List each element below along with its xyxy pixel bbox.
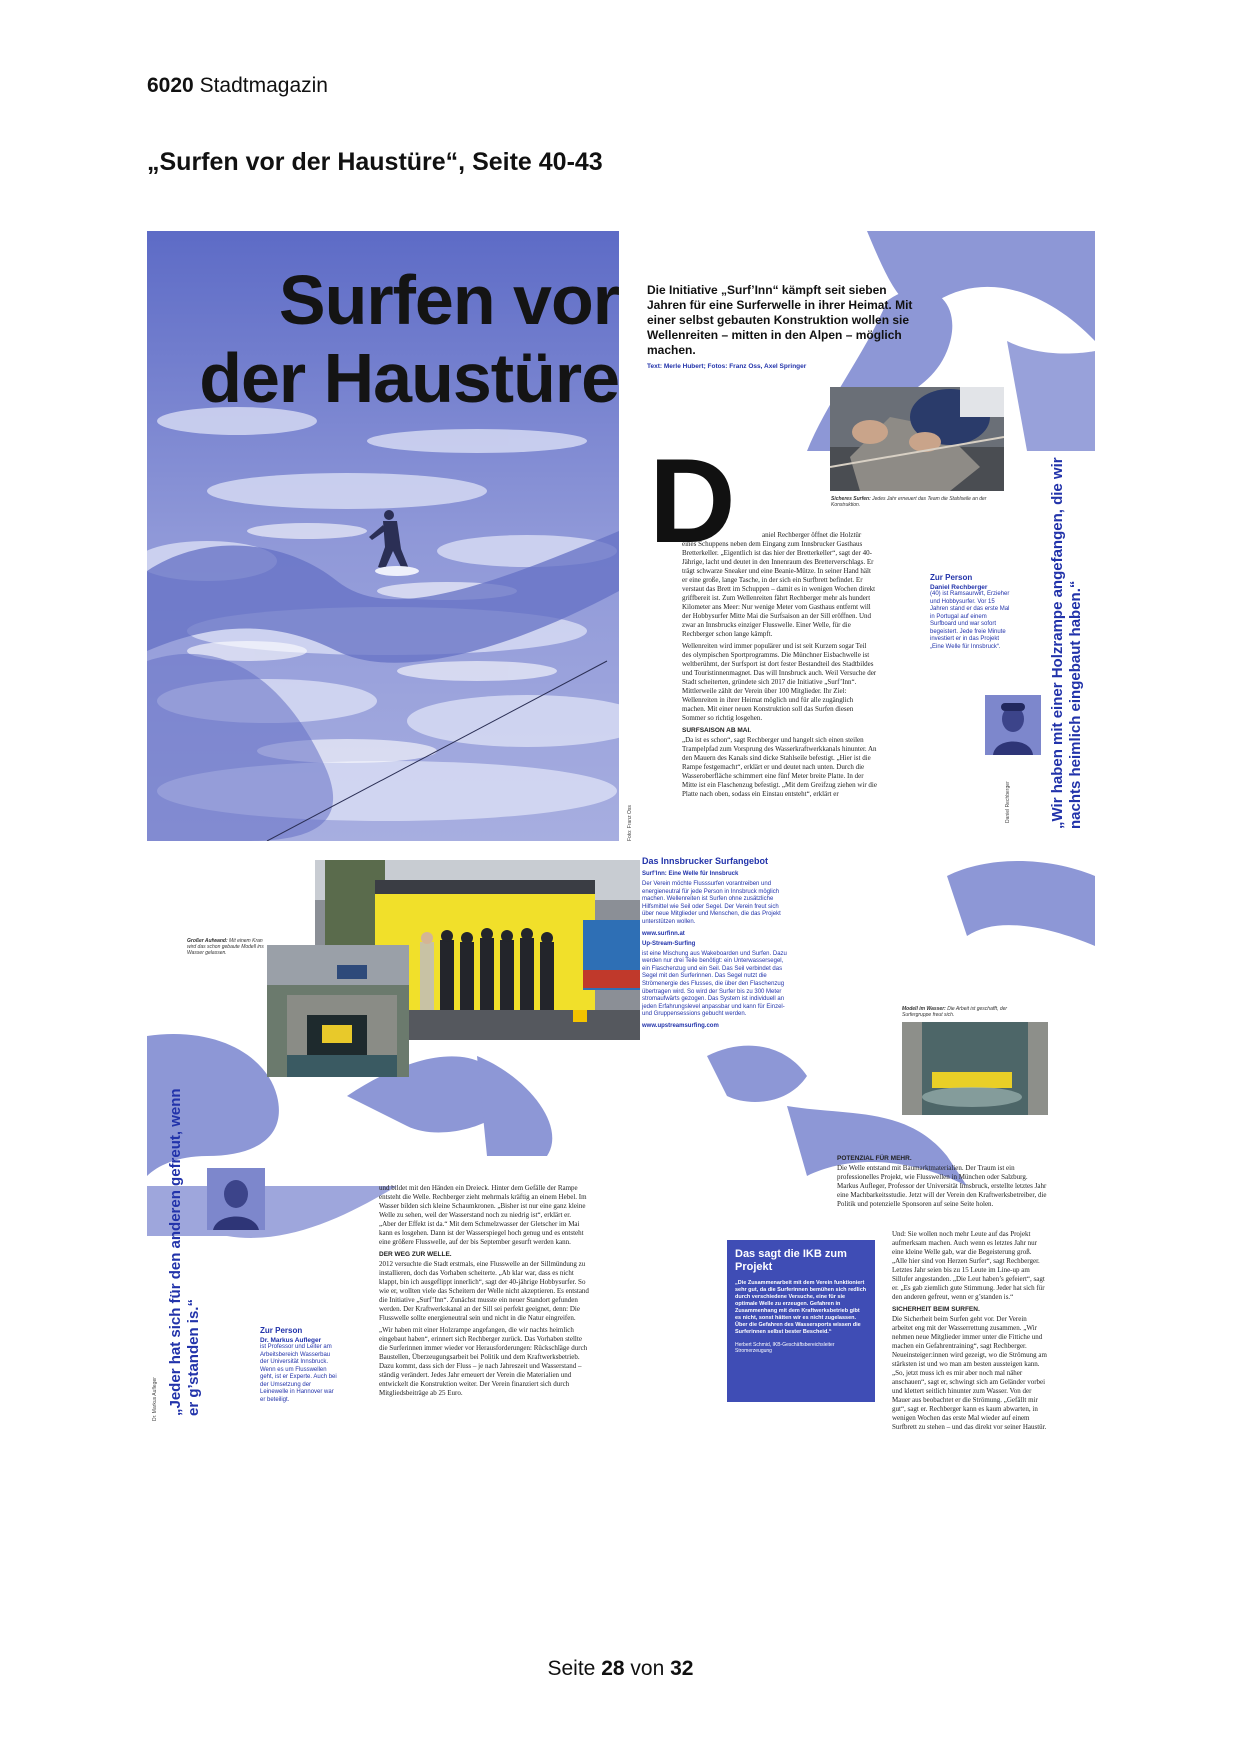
- portrait2-credit: Dr. Markus Aufleger: [152, 1377, 158, 1421]
- article-column-2: [379, 1184, 589, 1401]
- photo-crane-model-image: [267, 945, 409, 1077]
- photo-hands-rope-image: [830, 387, 1004, 491]
- article-column-3b: [892, 1230, 1047, 1434]
- spread-pages-42-43: [147, 856, 1095, 1434]
- spread-pages-40-41: [147, 231, 1095, 841]
- photo1-caption-text: Jedes Jahr erneuert das Team die Stahlseile an der Konstruktion.: [831, 496, 987, 508]
- infobox-item1-link[interactable]: www.surfinn.at: [642, 930, 685, 937]
- cover-headline-line1: Surfen vor: [278, 261, 619, 339]
- photo-right-caption: [902, 1006, 1022, 1018]
- magazine-number: 6020: [147, 74, 194, 97]
- photo1-caption: [831, 496, 1001, 508]
- article-column-3: [837, 1151, 1047, 1212]
- ikb-text: „Die Zusammenarbeit mit dem Verein funktioniert sehr gut, da die Surferinnen bemühen sich redlich durch verschiedene Versuche, eine für sie optimale Welle zu erzeugen. Gefahren in Zusammenhang mit dem Kraftwerksbetrieb gibt es nicht, sonst hätten wir es nicht zugelassen. Über die Gefahren des Wassersports wissen die Surferinnen selbst bester Bescheid.“: [735, 1280, 867, 1335]
- article-credit: Text: Merle Hubert; Fotos: Franz Oss, Axel Springer: [647, 363, 807, 370]
- infobox-heading: Das Innsbrucker Surfangebot: [642, 856, 769, 866]
- article-lead: Die Initiative „Surf’Inn“ kämpft seit sieben Jahren für eine Surferwelle in ihrer Heimat. Mit einer selbst gebauten Konstruktion wollen sie Wellenreiten – mitten in den Alpen – möglich machen.: [647, 283, 913, 357]
- article-paragraph: Die Welle entstand mit Baumarktmaterialien. Der Traum ist ein professionelles Projekt, wie Flusswellen in München oder Salzburg. Markus Aufleger, Professor der Universität Innsbruck, erstellte letztes Jahr eine Machbarkeitsstudie. Jetzt will der Verein den Kraftwerksbetreiber, die Politik und potenzielle Sponsoren auf seine Seite holen.: [837, 1164, 1047, 1208]
- photo-right-caption-text: Die Arbeit ist geschafft, der Surfergruppe freut sich.: [902, 1006, 1008, 1018]
- portrait-credit: Daniel Rechberger: [1005, 781, 1011, 823]
- person-box-heading: Zur Person: [930, 573, 973, 582]
- person2-name: Dr. Markus Aufleger: [260, 1337, 322, 1344]
- photo-right-caption-label: Modell im Wasser:: [902, 1006, 946, 1012]
- drop-cap-letter: D: [649, 434, 736, 568]
- subheading-weg-zur-welle: DER WEG ZUR WELLE.: [379, 1251, 452, 1258]
- ikb-statement-box: [727, 1240, 875, 1402]
- photo-model-in-water: [902, 1022, 1048, 1115]
- person-box-rechberger: [930, 573, 1012, 651]
- footer-prefix: Seite: [547, 1657, 596, 1680]
- photo-hands-rope: [830, 387, 1004, 491]
- article-paragraph: Wellenreiten wird immer populärer und ist seit Kurzem sogar Teil des olympischen Sportprogramms. Die Münchner Eisbachwelle ist weltberühmt, der Surfsport ist dort fester Bestandteil des Stadtbildes und Touristinnenmagnet. Das will Innsbruck auch. Weil Versuche der Stadt scheiterten, gründete sich 2017 die Initiative „Surf’Inn“. Mittlerweile zählt der Verein über 100 Mitglieder. Ihr Ziel: Wellenreiten in ihrer Heimat möglich und für alle zugänglich machen. Mit einer neuen Konstruktion soll das Surfen diesen Sommer so richtig losgehen.: [682, 642, 877, 722]
- photo-left-caption-text: Mit einem Kran wird das schon gebaute Modell ins Wasser gelassen.: [187, 938, 264, 956]
- person-bio: (40) ist Ramsaurwirt, Erzieher und Hobbysurfer. Vor 15 Jahren stand er das erste Mal in Portugal auf einem Surfboard und war sofort begeistert. Jede freie Minute investiert er in das Projekt „Eine Welle für Innsbruck“.: [930, 591, 1010, 650]
- photo-left-caption: [187, 938, 267, 956]
- pull-quote-1: „Wir haben mit einer Holzrampe angefangen, die wir nachts heimlich eingebaut haben.“: [1049, 457, 1084, 829]
- article-paragraph: 2012 versuchte die Stadt erstmals, eine Flusswelle an der Sillmündung zu installieren, doch das Vorhaben scheiterte. „Ab klar war, dass es nicht klappt, bin ich ausgeflippt innerlich“, sagt der 40-jährige Hobbysurfer. So wie er, wollten viele das Scheitern der Welle nicht akzeptieren. Es entstand die Initiative „Surf’Inn“. Zunächst musste ein neuer Standort gefunden werden. Der Kraftwerkskanal an der Sill sei perfekt geeignet, denn: Die Flusswelle sollte energieneutral sein und nicht in die Natur eingreifen.: [379, 1260, 589, 1322]
- photo-crane-model: [267, 945, 409, 1077]
- article-paragraph: „Wir haben mit einer Holzrampe angefangen, die wir nachts heimlich eingebaut haben“, erinnert sich Rechberger zurück. Das Vorhaben stellte die Surferinnen immer wieder vor Herausforderungen: Rückschläge durch Baustellen, Überzeugungsarbeit bei Politik und dem Kraftwerksbetrieb. Dazu kommt, dass sich der Fluss – je nach Jahreszeit und Wasserstand – ständig verändert. Jedes Jahr erneuert der Verein die Materialien und entwickelt die Konstruktion weiter. Der Verein finanziert sich durch Mitgliedsbeiträge ab 25 Euro.: [379, 1326, 588, 1397]
- person2-bio: ist Professor und Leiter am Arbeitsbereich Wasserbau der Universität Innsbruck. Wenn es um Flusswellen geht, ist er Experte. Auch bei der Umsetzung der Leinewelle in Hannover war er beteiligt.: [260, 1344, 337, 1403]
- portrait-aufleger-image: [207, 1168, 265, 1230]
- page-footer: [0, 1657, 1241, 1681]
- article-reference-title: „Surfen vor der Haustüre“, Seite 40-43: [147, 148, 603, 176]
- pull-quote-2: „Jeder hat sich für den anderen gefreut, wenn er g’standen is.“: [167, 1088, 202, 1416]
- portrait-rechberger-image: [985, 695, 1041, 755]
- subheading-surfsaison: SURFSAISON AB MAI.: [682, 727, 752, 734]
- article-paragraph: und bildet mit den Händen ein Dreieck. Hinter dem Gefälle der Rampe entsteht die Welle. Rechberger zieht mehrmals kräftig an einem Hebel. Im Wasser bilden sich kleine Schaumkronen. „Bisher ist nur eine ganz kleine Welle zu sehen, weil der Wasserstand noch zu niedrig ist“, erklärt er. „Aber der Effekt ist da.“ Mit dem Schmelzwasser der Gletscher im Mai kann es losgehen. Dann ist der Wasserspiegel hoch genug und es entsteht eine größere Flusswelle, auf der bis September gesurft werden kann.: [379, 1184, 587, 1246]
- magazine-name: Stadtmagazin: [199, 74, 328, 97]
- photo-left-caption-label: Großer Aufwand:: [187, 938, 228, 944]
- article-paragraph: Und: Sie wollen noch mehr Leute auf das Projekt aufmerksam machen. Auch wenn es letztes Jahr nur eine kleine Welle gab, war die Begeisterung groß. „Alle hier sind von Herzen Surfer“, sagt Rechberger. Letztes Jahr seien bis zu 15 Leute im Line-up am Sillufer angestanden. „Die Leut haben’s gefeiert“, sagt er. „Es gab ziemlich gute Stimmung. Jeder hat sich für den anderen gefreut, wenn er g’standen is.“: [892, 1230, 1045, 1301]
- infobox-item1-text: Der Verein möchte Flusssurfen vorantreiben und energieneutral für jede Person in Innsbruck möglich machen. Wellenreiten ist Surfen ohne zusätzliche Hilfsmittel wie Seil oder Segel. Der Verein freut sich über neue Mitglieder und Menschen, die das Projekt unterstützen wollen.: [642, 881, 781, 925]
- person2-heading: Zur Person: [260, 1326, 303, 1335]
- ikb-source: Herbert Schmid, IKB-Geschäftsbereichsleiter Stromerzeugung: [735, 1342, 835, 1354]
- ikb-heading: Das sagt die IKB zum Projekt: [735, 1248, 847, 1273]
- portrait-aufleger: [207, 1168, 265, 1230]
- photo-model-in-water-image: [902, 1022, 1048, 1115]
- subheading-potenzial: POTENZIAL FÜR MEHR.: [837, 1155, 912, 1162]
- infobox-item1-title: Surf’Inn: Eine Welle für Innsbruck: [642, 871, 739, 877]
- person-name: Daniel Rechberger: [930, 584, 988, 591]
- infobox-item2-text: ist eine Mischung aus Wakeboarden und Surfen. Dazu werden nur drei Teile benötigt: ein Unterwassersegel, ein Flaschenzug und ein Seil. Das Seil verbindet das Segel mit den Surferinnen. Das Segel nutzt die Strömenergie des Flusses, die über den Flaschenzug übertragen wird. So wird der Surfer bis zu 300 Meter stromaufwärts gezogen. Das System ist individuell an jeden Erfahrungslevel anpassbar und kann für Einzel- und Gruppensessions gebucht werden.: [642, 950, 787, 1018]
- photo1-caption-label: Sicheres Surfen:: [831, 496, 871, 502]
- magazine-header: [147, 74, 328, 98]
- infobox-item2-link[interactable]: www.upstreamsurfing.com: [642, 1022, 719, 1029]
- footer-current-page: 28: [601, 1657, 625, 1680]
- article-paragraph: aniel Rechberger öffnet die Holztür eines Schuppens neben dem Eingang zum Innsbrucker Gasthaus Bretterkeller. „Eigentlich ist das hier der Bretterkeller“, sagt der 40-Jährige, lacht und deutet in den Innenraum des Bretterverschlags. Er trägt schwarze Sneaker und eine Beanie-Mütze. In seiner Hand hält er eine große, lange Tasche, in der sich ein Surfbrett befindet. Er verstaut das Brett im Schuppen – damit es in wenigen Wochen direkt griffbereit ist. Zum Wellenreiten fährt Rechberger mehr als hundert Kilometer ans Meer: Nur wenige Meter vom Gasthaus entfernt will der Hobbysurfer Mitte Mai die Surfsaison an der Sill eröffnen. Und zwar an Innsbrucks einziger Flusswelle. Einer Welle, für die Rechberger schon lange kämpft.: [682, 531, 876, 638]
- person-box-aufleger: [260, 1326, 340, 1404]
- article-column-1: [682, 531, 877, 802]
- infobox-item2-title: Up-Stream-Surfing: [642, 940, 696, 947]
- article-paragraph: Die Sicherheit beim Surfen geht vor. Der Verein arbeitet eng mit der Wasserrettung zusammen. „Wir nehmen neue Mitglieder immer unter die Fittiche und machen ein Gefahrentraining“, sagt Rechberger. Neueinsteiger:innen wird gezeigt, wo die Strömung am stärksten ist und wo man am besten aussteigen kann. „So, jetzt muss ich es mir aber noch mal näher anschauen“, sagt er, schwingt sich am Geländer vorbei und klettert seitlich hinunter zum Wasser. Von der Mauer aus beobachtet er die Strömung. „Gefällt mir gut“, sagt er. Rechberger kann es kaum abwarten, in wenigen Wochen das erste Mal wieder auf einem Surfbrett zu stehen – und das direkt vor seiner Haustür.: [892, 1315, 1047, 1431]
- cover-photo-credit: Foto: Franz Oss: [627, 805, 633, 841]
- footer-middle: von: [630, 1657, 665, 1680]
- cover-headline-line2: der Haustüre: [199, 339, 619, 417]
- footer-total-pages: 32: [670, 1657, 694, 1680]
- subheading-sicherheit: SICHERHEIT BEIM SURFEN.: [892, 1306, 980, 1313]
- infobox-surfangebot: [642, 856, 790, 1033]
- article-paragraph: „Da ist es schon“, sagt Rechberger und hangelt sich einen steilen Trampelpfad zum Vorsprung des Wasserkraftwerkkanals hinunter. An den Mauern des Kanals sind dicke Stahlseile befestigt. „Hier ist die Rampe festgemacht“, erklärt er und deutet nach unten. Durch die Wasseroberfläche schimmert eine fünf Meter breite Platte. In der Mitte ist ein Flaschenzug befestigt. „Mit dem Greifzug ziehen wir die Platte nach oben, sodass ein Einstau entsteht“, erklärt er: [682, 736, 877, 798]
- portrait-rechberger: [985, 695, 1041, 755]
